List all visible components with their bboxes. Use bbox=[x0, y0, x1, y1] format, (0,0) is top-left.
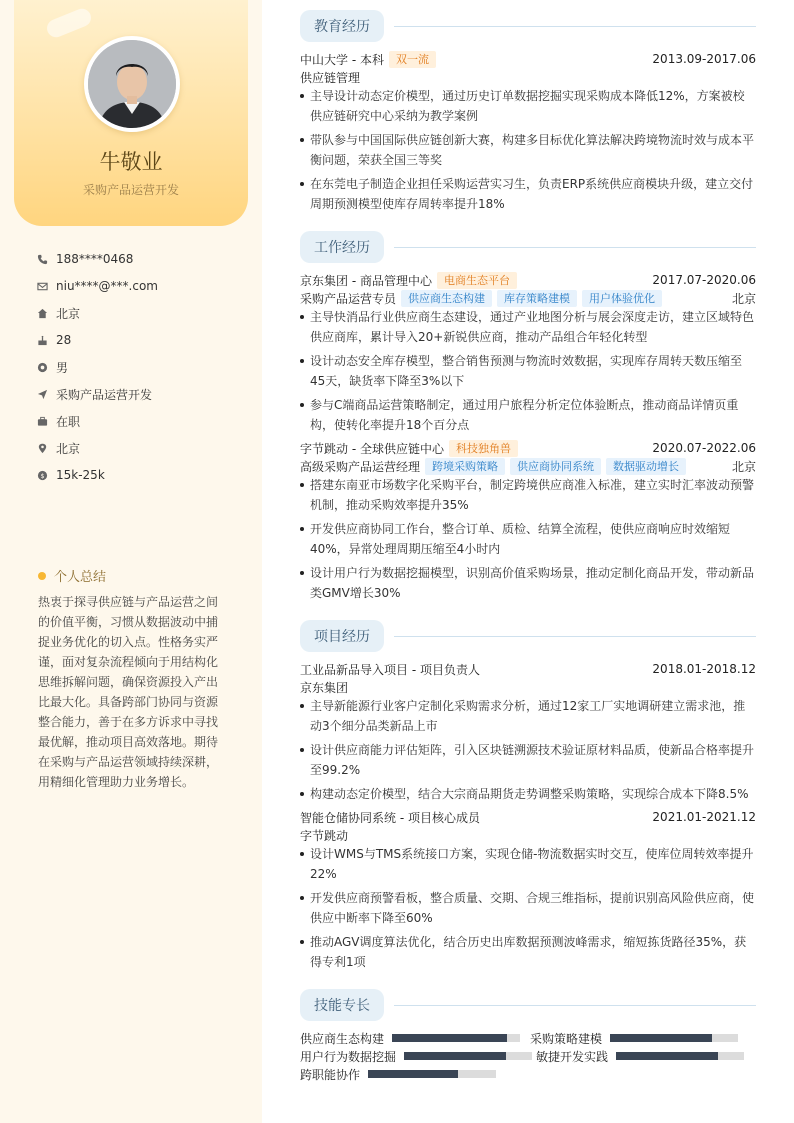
section-title: 技能专长 bbox=[300, 989, 384, 1021]
skill-name: 采购策略建模 bbox=[530, 1031, 603, 1046]
skill-tag: 库存策略建模 bbox=[497, 290, 577, 307]
skill-bar-fill bbox=[404, 1052, 506, 1060]
contact-age bbox=[36, 331, 236, 349]
contact-text: 188****0468 bbox=[56, 252, 134, 266]
divider bbox=[394, 26, 756, 27]
list-item: 主导新能源行业客户定制化采购需求分析，通过12家工厂实地调研建立需求池，推动3个细分品类新品上市 bbox=[300, 696, 756, 736]
skill-name: 供应商生态构建 bbox=[300, 1031, 385, 1046]
location-icon bbox=[36, 442, 48, 454]
skill-tag: 供应商生态构建 bbox=[401, 290, 492, 307]
skill-bar-fill bbox=[610, 1034, 712, 1042]
summary-heading bbox=[38, 566, 106, 585]
contact-text: 采购产品运营开发 bbox=[56, 387, 153, 402]
project-name: 工业品新品导入项目 - 项目负责人 bbox=[300, 662, 480, 677]
skill-item bbox=[300, 1048, 532, 1064]
skill-name: 敏捷开发实践 bbox=[536, 1049, 609, 1064]
job-role-row bbox=[300, 289, 756, 307]
contact-salary bbox=[36, 466, 236, 484]
job-header bbox=[300, 271, 756, 289]
section-projects bbox=[300, 621, 756, 651]
project-header bbox=[300, 808, 756, 826]
contact-gender bbox=[36, 358, 236, 376]
list-item: 在东莞电子制造企业担任采购运营实习生，负责ERP系统供应商模块升级，建立交付周期预测模型使库存周转率提升18% bbox=[300, 174, 756, 214]
skill-tag: 用户体验优化 bbox=[582, 290, 662, 307]
skill-name: 跨职能协作 bbox=[300, 1067, 361, 1082]
skill-bar bbox=[610, 1034, 738, 1042]
project-org-row bbox=[300, 678, 756, 696]
company-name: 字节跳动 - 全球供应链中心 bbox=[300, 441, 444, 456]
contact-text: 15k-25k bbox=[56, 468, 105, 482]
list-item: 设计动态安全库存模型，整合销售预测与物流时效数据，实现库存周转天数压缩至45天，缺货率下降至3%以下 bbox=[300, 351, 756, 391]
send-icon bbox=[36, 388, 48, 400]
list-item: 设计供应商能力评估矩阵，引入区块链溯源技术验证原材料品质，使新品合格率提升至99.2% bbox=[300, 740, 756, 780]
project-org: 字节跳动 bbox=[300, 828, 349, 843]
contact-text: 北京 bbox=[56, 441, 81, 456]
contact-home bbox=[36, 304, 236, 322]
contact-position bbox=[36, 385, 236, 403]
list-item: 主导快消品行业供应商生态建设，通过产业地图分析与展会深度走访，建立区域特色供应商库，累计导入20+新锐供应商，推动产品组合年轻化转型 bbox=[300, 307, 756, 347]
salary-icon bbox=[36, 469, 48, 481]
section-education bbox=[300, 11, 756, 41]
skill-bar-fill bbox=[616, 1052, 718, 1060]
sidebar bbox=[0, 0, 262, 1123]
contact-text: 28 bbox=[56, 333, 72, 347]
list-item: 推动AGV调度算法优化，结合历史出库数据预测波峰需求，缩短拣货路径35%，获得专利1项 bbox=[300, 932, 756, 972]
contact-text: 北京 bbox=[56, 306, 81, 321]
project-bullets bbox=[300, 696, 756, 808]
education-bullets bbox=[300, 86, 756, 218]
contact-text: 在职 bbox=[56, 414, 81, 429]
list-item: 主导设计动态定价模型，通过历史订单数据挖掘实现采购成本降低12%，方案被校供应链研究中心采纳为教学案例 bbox=[300, 86, 756, 126]
skill-item bbox=[300, 1066, 496, 1082]
divider bbox=[394, 636, 756, 637]
education-period: 2013.09-2017.06 bbox=[652, 52, 756, 66]
company-tag: 科技独角兽 bbox=[449, 440, 518, 457]
section-title: 工作经历 bbox=[300, 231, 384, 263]
contact-status bbox=[36, 412, 236, 430]
divider bbox=[394, 1005, 756, 1006]
job-bullets bbox=[300, 475, 756, 607]
job-header bbox=[300, 439, 756, 457]
job-role: 采购产品运营专员 bbox=[300, 291, 397, 306]
section-work bbox=[300, 232, 756, 262]
job-city: 北京 bbox=[731, 291, 756, 306]
skill-bar-fill bbox=[392, 1034, 507, 1042]
skill-tag: 供应商协同系统 bbox=[510, 458, 601, 475]
skill-bar-fill bbox=[368, 1070, 458, 1078]
job-period: 2020.07-2022.06 bbox=[652, 441, 756, 455]
summary-text: 热衷于探寻供应链与产品运营之间的价值平衡，习惯从数据波动中捕捉业务优化的切入点。性格务实严谨，面对复杂流程倾向于用结构化思维拆解问题，确保资源投入产出比最大化。具备跨部门协同与资源整合能力，善于在多方诉求中寻找最优解，推动项目高效落地。期待在采购与产品运营领域持续深耕，用精细化管理助力业务增长。 bbox=[38, 595, 219, 789]
skill-item bbox=[536, 1048, 744, 1064]
job-bullets bbox=[300, 307, 756, 439]
section-title: 项目经历 bbox=[300, 620, 384, 652]
project-org: 京东集团 bbox=[300, 680, 349, 695]
project-bullets bbox=[300, 844, 756, 976]
list-item: 带队参与中国国际供应链创新大赛，构建多目标优化算法解决跨境物流时效与成本平衡问题，荣获全国三等奖 bbox=[300, 130, 756, 170]
svg-text:$: $ bbox=[39, 471, 45, 480]
section-title: 教育经历 bbox=[300, 10, 384, 42]
skill-tag: 数据驱动增长 bbox=[606, 458, 686, 475]
skill-bar bbox=[404, 1052, 532, 1060]
project-org-row bbox=[300, 826, 756, 844]
skill-name: 用户行为数据挖掘 bbox=[300, 1049, 397, 1064]
major: 供应链管理 bbox=[300, 70, 361, 85]
list-item: 设计用户行为数据挖掘模型，识别高价值采购场景，推动定制化商品开发，带动新品类GMV增长30% bbox=[300, 563, 756, 603]
skill-item bbox=[300, 1030, 520, 1046]
home-icon bbox=[36, 307, 48, 319]
school-name: 中山大学 - 本科 bbox=[300, 52, 384, 67]
skill-bar bbox=[392, 1034, 520, 1042]
project-period: 2021.01-2021.12 bbox=[652, 810, 756, 824]
project-header bbox=[300, 660, 756, 678]
phone-icon bbox=[36, 253, 48, 265]
project-period: 2018.01-2018.12 bbox=[652, 662, 756, 676]
contact-text: niu****@***.com bbox=[56, 279, 158, 293]
bullet-dot-icon bbox=[38, 572, 46, 580]
skill-item bbox=[530, 1030, 738, 1046]
divider bbox=[394, 247, 756, 248]
list-item: 开发供应商协同工作台，整合订单、质检、结算全流程，使供应商响应时效缩短40%，异常处理周期压缩至4小时内 bbox=[300, 519, 756, 559]
skill-bar bbox=[368, 1070, 496, 1078]
list-item: 搭建东南亚市场数字化采购平台，制定跨境供应商准入标准，建立实时汇率波动预警机制，推动采购效率提升35% bbox=[300, 475, 756, 515]
job-role: 高级采购产品运营经理 bbox=[300, 459, 421, 474]
contact-location bbox=[36, 439, 236, 457]
company-name: 京东集团 - 商品管理中心 bbox=[300, 273, 432, 288]
list-item: 开发供应商预警看板，整合质量、交期、合规三维指标，提前识别高风险供应商，使供应中断率下降至60% bbox=[300, 888, 756, 928]
project-name: 智能仓储协同系统 - 项目核心成员 bbox=[300, 810, 480, 825]
school-tag: 双一流 bbox=[389, 51, 436, 68]
job-period: 2017.07-2020.06 bbox=[652, 273, 756, 287]
contact-email bbox=[36, 277, 236, 295]
gender-icon bbox=[36, 361, 48, 373]
education-major-row bbox=[300, 68, 756, 86]
education-header bbox=[300, 50, 756, 68]
summary-heading-text: 个人总结 bbox=[54, 570, 107, 585]
briefcase-icon bbox=[36, 415, 48, 427]
job-role-row bbox=[300, 457, 756, 475]
job-city: 北京 bbox=[731, 459, 756, 474]
decorative-shape bbox=[44, 6, 93, 40]
candidate-name: 牛敬业 bbox=[99, 150, 163, 174]
company-tag: 电商生态平台 bbox=[437, 272, 517, 289]
list-item: 参与C端商品运营策略制定，通过用户旅程分析定位体验断点，推动商品详情页重构，使转化率提升18个百分点 bbox=[300, 395, 756, 435]
list-item: 设计WMS与TMS系统接口方案，实现仓储-物流数据实时交互，使库位周转效率提升22% bbox=[300, 844, 756, 884]
contact-text: 男 bbox=[56, 360, 69, 375]
list-item: 构建动态定价模型，结合大宗商品期货走势调整采购策略，实现综合成本下降8.5% bbox=[300, 784, 756, 804]
mail-icon bbox=[36, 280, 48, 292]
skill-bar bbox=[616, 1052, 744, 1060]
contact-phone bbox=[36, 250, 236, 268]
candidate-title: 采购产品运营开发 bbox=[82, 183, 179, 197]
cake-icon bbox=[36, 334, 48, 346]
avatar-ring bbox=[84, 36, 180, 132]
skill-tag: 跨境采购策略 bbox=[425, 458, 505, 475]
section-skills bbox=[300, 990, 756, 1020]
avatar bbox=[88, 40, 176, 128]
